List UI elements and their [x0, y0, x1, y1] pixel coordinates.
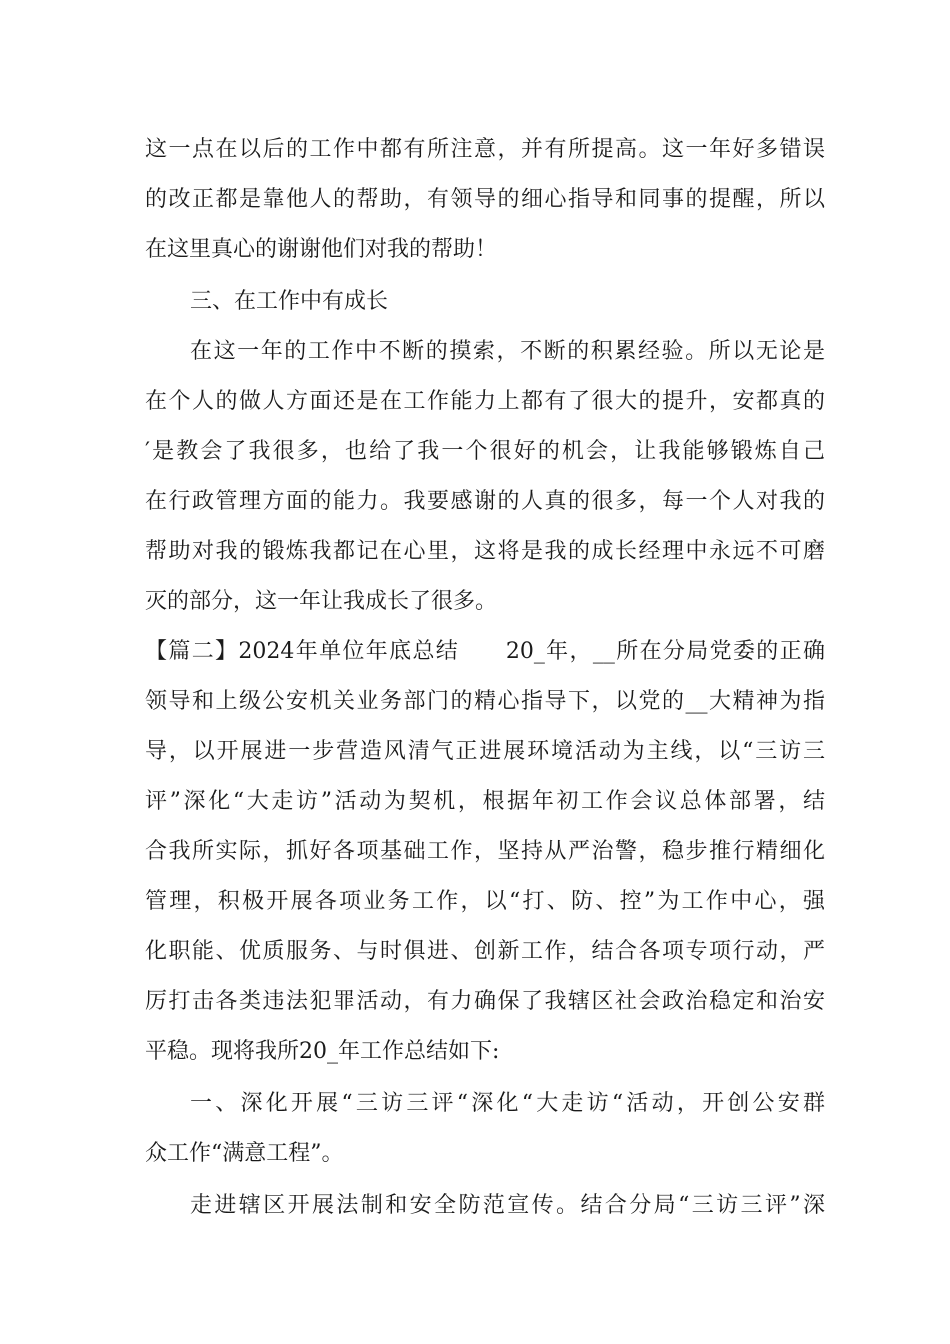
- text-line: 众工作“满意工程”。: [145, 1141, 344, 1166]
- text-line: 领导和上级公安机关业务部门的精心指导下，以党的__大精神为指: [145, 689, 825, 714]
- text-line: 厉打击各类违法犯罪活动，有力确保了我辖区社会政治稳定和治安: [145, 989, 825, 1014]
- text-line: 导，以开展进一步营造风清气正进展环境活动为主线，以“三访三: [145, 739, 825, 764]
- text-line: 在行政管理方面的能力。我要感谢的人真的很多，每一个人对我的: [145, 489, 825, 514]
- section-heading: 一、深化开展“三访三评“深化“大走访“活动，开创公安群: [190, 1091, 825, 1116]
- section-heading: 三、在工作中有成长: [190, 289, 389, 314]
- text-line: 的改正都是靠他人的帮助，有领导的细心指导和同事的提醒，所以: [145, 187, 825, 212]
- text-line: 灭的部分，这一年让我成长了很多。: [145, 589, 498, 614]
- text-line: 在个人的做人方面还是在工作能力上都有了很大的提升，安都真的: [145, 389, 825, 414]
- text-line: 合我所实际，抓好各项基础工作，坚持从严治警，稳步推行精细化: [145, 839, 825, 864]
- text-line: ′是教会了我很多，也给了我一个很好的机会，让我能够锻炼自己: [145, 439, 825, 464]
- text-line: 化职能、优质服务、与时俱进、创新工作，结合各项专项行动，严: [145, 939, 825, 964]
- text-line: 评”深化“大走访”活动为契机，根据年初工作会议总体部署，结: [145, 789, 825, 814]
- text-line: 在这里真心的谢谢他们对我的帮助！: [145, 237, 498, 262]
- article-title-line: 【篇二】2024年单位年底总结 20_年，__所在分局党委的正确: [145, 639, 825, 664]
- text-line: 平稳。现将我所20_年工作总结如下:: [145, 1039, 500, 1064]
- text-line: 这一点在以后的工作中都有所注意，并有所提高。这一年好多错误: [145, 137, 825, 162]
- text-line: 走进辖区开展法制和安全防范宣传。结合分局“三访三评”深: [190, 1193, 825, 1218]
- text-line: 管理，积极开展各项业务工作，以“打、防、控”为工作中心，强: [145, 889, 825, 914]
- text-line: 帮助对我的锻炼我都记在心里，这将是我的成长经理中永远不可磨: [145, 539, 825, 564]
- text-line: 在这一年的工作中不断的摸索，不断的积累经验。所以无论是: [190, 339, 825, 364]
